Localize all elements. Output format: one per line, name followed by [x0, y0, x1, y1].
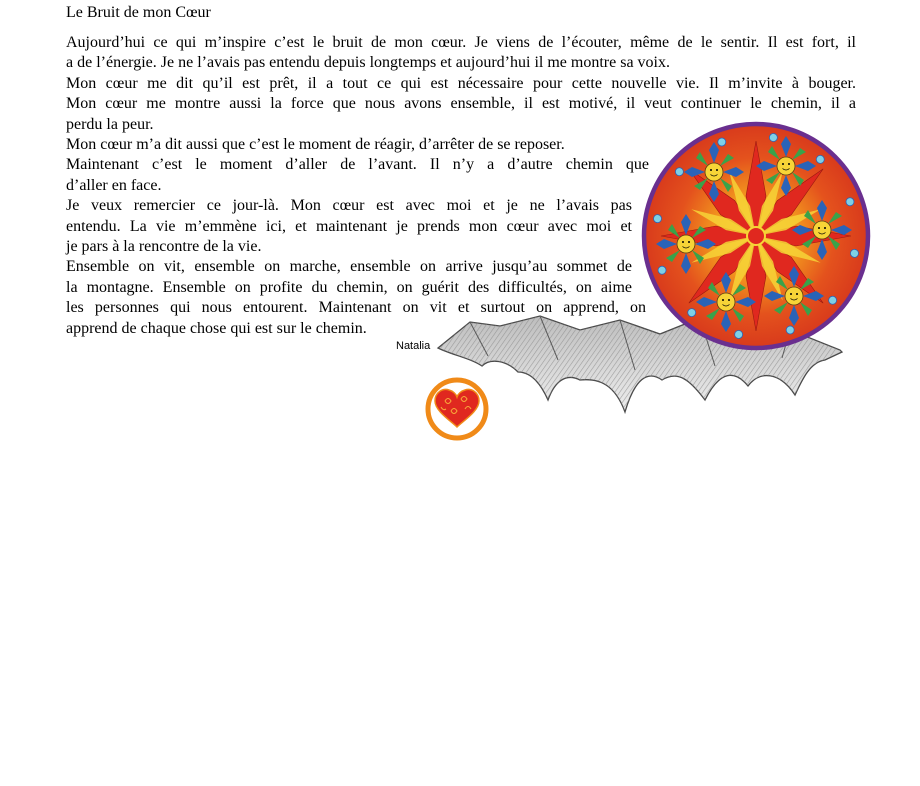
text-line: Aujourd’hui ce qui m’inspire c’est le bruit de mon cœur. Je viens de l’écouter, même de le sentir. Il est fort, il [66, 34, 856, 51]
heart-icon [424, 376, 490, 442]
text-line: Mon cœur m’a dit aussi que c’est le moment de réagir, d’arrêter de se reposer. [66, 136, 565, 154]
text-line: Ensemble on vit, ensemble on marche, ensemble on arrive jusqu’au sommet de [66, 258, 632, 276]
text-line: Je veux remercier ce jour-là. Mon cœur est avec moi et je ne l’avais pas [66, 197, 632, 215]
text-line: perdu la peur. [66, 115, 154, 133]
text-line: d’aller en face. [66, 176, 162, 194]
text-line: Maintenant c’est le moment d’aller de l’avant. Il n’y a d’autre chemin que [66, 156, 649, 174]
text-line: Mon cœur me dit qu’il est prêt, il a tout ce qui est nécessaire pour cette nouvelle vie. Il m’invite à bouger. [66, 74, 856, 92]
text-line: la montagne. Ensemble on profite du chemin, on guérit des difficultés, on aime [66, 278, 632, 296]
author-signature: Natalia [396, 340, 431, 352]
text-line: a de l’énergie. Je ne l’avais pas entendu depuis longtemps et aujourd’hui il me montre sa voix. [66, 54, 670, 72]
text-line: entendu. La vie m’emmène ici, et maintenant je prends mon cœur avec moi et [66, 217, 632, 235]
text-line: les personnes qui nous entourent. Maintenant on vit et surtout on apprend, on [66, 299, 646, 317]
text-line: je pars à la rencontre de la vie. [66, 238, 262, 256]
text-line: apprend de chaque chose qui est sur le chemin. [66, 319, 367, 337]
text-line: Mon cœur me montre aussi la force que nous avons ensemble, il est motivé, il veut continuer le chemin, il a [66, 95, 856, 113]
mandala-illustration [638, 118, 874, 354]
document-title: Le Bruit de mon Cœur [66, 4, 211, 21]
